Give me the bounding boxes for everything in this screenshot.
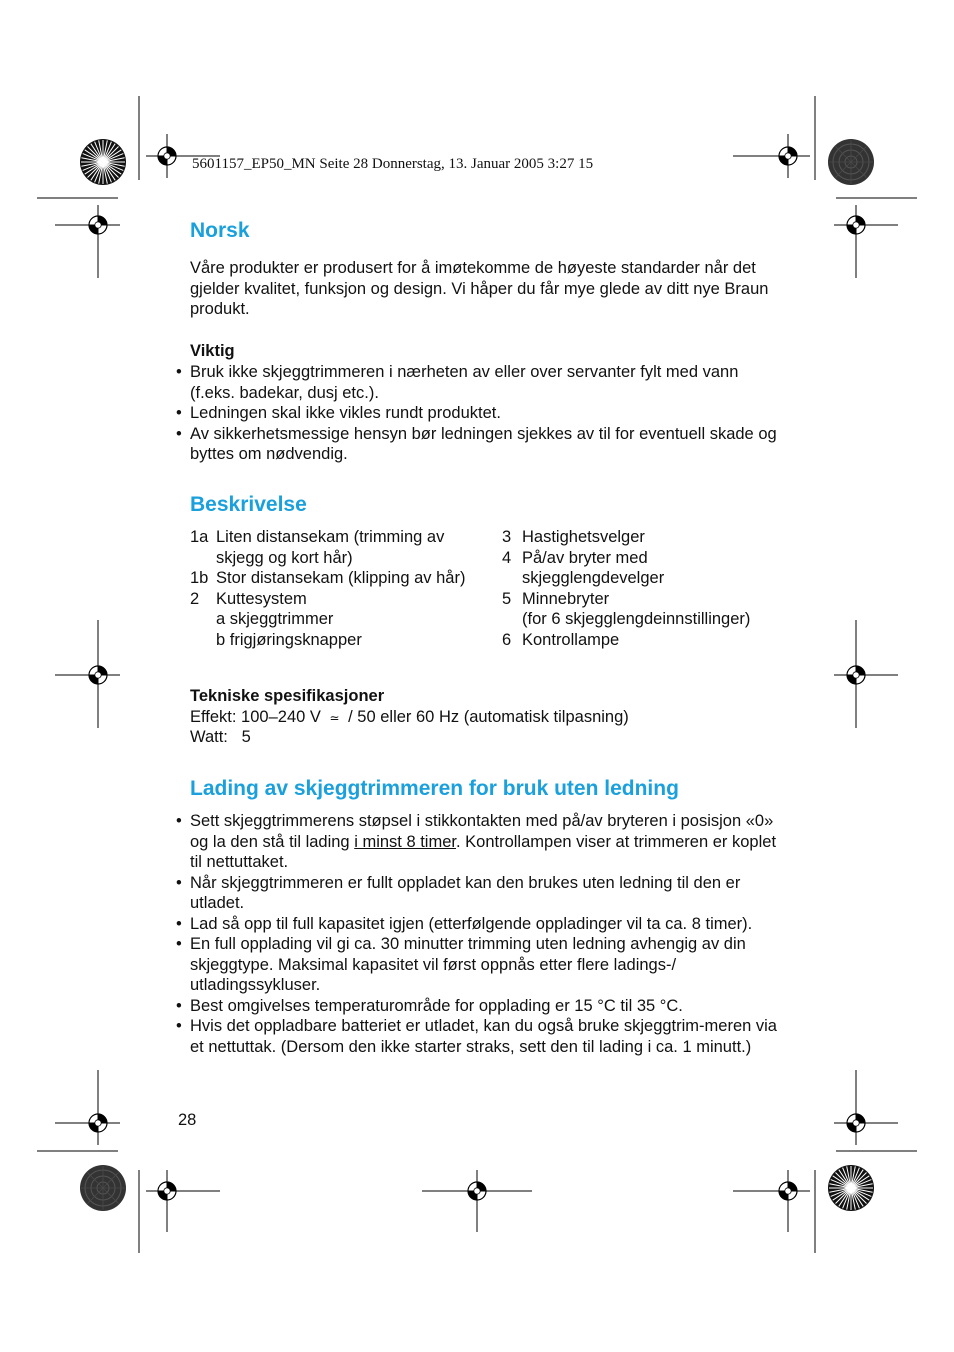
list-item: • Når skjeggtrimmeren er fullt oppladet kan den brukes uten ledning til den er utladet. xyxy=(176,873,780,914)
item-text: (for 6 skjegglengdeinnstillinger) xyxy=(522,610,751,628)
item-text: Kuttesystem xyxy=(216,589,307,608)
list-item: • Best omgivelses temperaturområde for opplading er 15 °C til 35 °C. xyxy=(176,996,780,1017)
underlined-text: i minst 8 timer xyxy=(354,832,456,851)
specs-effect-rest: / 50 eller 60 Hz (automatisk tilpasning) xyxy=(348,708,629,726)
list-item: • Bruk ikke skjeggtrimmeren i nærheten av eller over servanter fylt med vann (f.eks. badekar, dusj etc.). xyxy=(176,362,780,403)
item-text: skjegglengdevelger xyxy=(522,569,665,587)
item-number: 3 xyxy=(502,528,512,546)
list-item: • Lad så opp til full kapasitet igjen (etterfølgende oppladinger vil ta ca. 8 timer). xyxy=(176,914,780,935)
intro-paragraph: Våre produkter er produsert for å imøtekomme de høyeste standarder når det gjelder kvalitet, funksjon og design. Vi håper du får mye glede av ditt nye Braun produkt. xyxy=(190,259,769,318)
specs-watt: Watt: 5 xyxy=(190,728,251,746)
specs-title: Tekniske spesifikasjoner xyxy=(190,687,385,705)
specs-effect-label: Effekt: 100–240 V xyxy=(190,708,321,726)
description-item xyxy=(190,548,465,569)
item-number: 6 xyxy=(502,630,512,649)
section-title-norsk: Norsk xyxy=(190,219,250,242)
description-right-column xyxy=(502,527,750,650)
list-item: • Av sikkerhetsmessige hensyn bør ledningen sjekkes av til for eventuell skade og byttes om nødvendig. xyxy=(176,424,780,465)
list-item: • Hvis det oppladbare batteriet er utladet, kan du også bruke skjeggtrim-meren via et nettuttak. (Dersom den ikke starter straks, sett den til lading i ca. 1 minutt.) xyxy=(176,1016,780,1057)
description-item xyxy=(190,609,465,630)
item-text: Stor distansekam (klipping av hår) xyxy=(216,569,466,587)
item-text: b frigjøringsknapper xyxy=(216,630,362,649)
description-item xyxy=(190,527,465,548)
description-item xyxy=(502,548,750,569)
item-text: Liten distansekam (trimming av xyxy=(216,528,445,546)
item-number: 5 xyxy=(502,589,512,608)
list-item-text: Sett skjeggtrimmerens støpsel i stikkontakten med på/av bryteren i posisjon «0» og la den stå til lading xyxy=(190,812,774,851)
description-item xyxy=(502,568,750,589)
item-text: På/av bryter med xyxy=(522,548,648,567)
description-item xyxy=(502,630,750,651)
list-item: • Ledningen skal ikke vikles rundt produktet. xyxy=(176,403,780,424)
item-number: 2 xyxy=(190,589,200,608)
description-item xyxy=(502,527,750,548)
charging-list xyxy=(176,811,780,1057)
item-text: Minnebryter xyxy=(522,589,610,608)
description-item xyxy=(190,630,465,651)
item-text: a skjeggtrimmer xyxy=(216,610,334,628)
item-text: Kontrollampe xyxy=(522,630,620,649)
description-left-column xyxy=(190,527,465,650)
list-item: • En full opplading vil gi ca. 30 minutter trimming uten ledning avhengig av din skjeggtype. Maksimal kapasitet vil først oppnås etter flere ladings-/ utladingssykluser. xyxy=(176,934,780,996)
specs-effect xyxy=(190,707,780,729)
description-item xyxy=(190,568,465,589)
list-item xyxy=(176,811,780,873)
important-title: Viktig xyxy=(190,342,235,360)
list-item-text: . Kontrollampen viser at trimmeren er koplet til nettuttaket. xyxy=(190,832,777,871)
section-title-description: Beskrivelse xyxy=(190,493,307,516)
item-number: 1a xyxy=(190,528,209,546)
item-text: skjegg og kort hår) xyxy=(216,548,353,567)
item-number: 1b xyxy=(190,569,209,587)
description-item xyxy=(190,589,465,610)
print-header: 5601157_EP50_MN Seite 28 Donnerstag, 13. Januar 2005 3:27 15 xyxy=(192,156,594,172)
description-item xyxy=(502,589,750,610)
ac-dc-symbol: ≃ xyxy=(329,711,340,725)
item-number: 4 xyxy=(502,548,512,567)
section-title-charging: Lading av skjeggtrimmeren for bruk uten ledning xyxy=(190,777,679,800)
item-text: Hastighetsvelger xyxy=(522,528,645,546)
description-item xyxy=(502,609,750,630)
important-list xyxy=(176,362,780,465)
page-number: 28 xyxy=(178,1111,197,1129)
